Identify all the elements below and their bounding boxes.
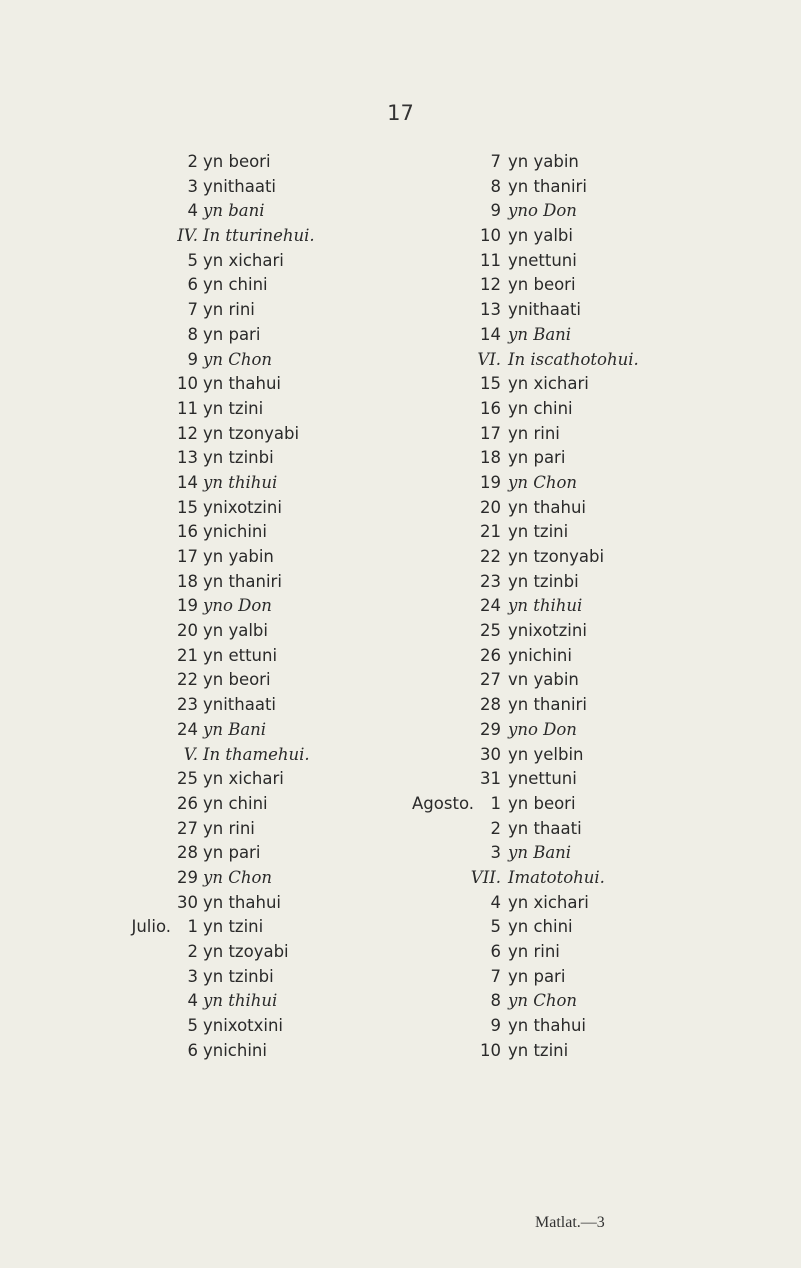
day-number: 12 (177, 423, 198, 443)
calendar-row (410, 965, 750, 990)
calendar-row (410, 1039, 750, 1064)
calendar-row (130, 940, 380, 965)
day-name: yn pari (508, 966, 566, 986)
day-number: 20 (480, 497, 501, 517)
calendar-row (410, 323, 750, 348)
day-name: yn yalbi (508, 226, 573, 246)
page-number: 17 (387, 101, 414, 125)
calendar-row (130, 866, 380, 891)
calendar-row (130, 397, 380, 422)
day-name: yn tzonyabi (508, 547, 605, 566)
calendar-row (410, 298, 750, 323)
calendar-row (130, 965, 380, 990)
day-name: yn pari (508, 448, 566, 468)
calendar-row (130, 249, 380, 274)
day-number: 22 (480, 547, 501, 566)
day-number: 23 (177, 695, 198, 715)
calendar-row (130, 199, 380, 224)
day-number: 8 (490, 176, 501, 196)
day-name: yn chini (508, 917, 573, 937)
calendar-row (410, 496, 750, 521)
calendar-row (410, 545, 750, 570)
day-name: yn rini (508, 942, 560, 961)
day-name: yno Don (508, 719, 577, 739)
day-number: 28 (480, 695, 501, 715)
day-name: yn thihui (203, 472, 278, 492)
day-name: yn thaniri (203, 571, 282, 591)
day-number: 15 (480, 374, 501, 394)
calendar-row (130, 989, 380, 1014)
calendar-row (130, 915, 380, 940)
left-column (130, 150, 380, 1063)
day-name: yno Don (203, 596, 272, 616)
day-number: 15 (177, 497, 198, 517)
calendar-row (410, 471, 750, 496)
day-number: 31 (480, 769, 501, 789)
day-number: 7 (490, 966, 501, 986)
day-number: VII. (470, 867, 501, 887)
day-name: yn yalbi (203, 621, 268, 641)
calendar-row (130, 446, 380, 471)
day-number: 17 (177, 547, 198, 566)
day-name: yn tzini (203, 398, 264, 418)
calendar-row (130, 422, 380, 447)
day-name: yn Chon (203, 867, 273, 887)
day-name: yn rini (203, 300, 255, 320)
day-number: 30 (177, 892, 198, 912)
day-name: yn yelbin (508, 744, 584, 764)
day-name: ynichini (508, 645, 572, 665)
calendar-row (130, 273, 380, 298)
calendar-row (410, 718, 750, 743)
day-number: 6 (187, 275, 198, 295)
calendar-row (410, 619, 750, 644)
calendar-row (130, 175, 380, 200)
day-number: 18 (177, 571, 198, 591)
day-name: yn xichari (203, 250, 284, 270)
day-number: V. (183, 744, 198, 764)
day-number: 14 (480, 324, 501, 344)
calendar-row (130, 792, 380, 817)
calendar-row (130, 767, 380, 792)
calendar-row (410, 594, 750, 619)
day-number: 10 (480, 1040, 501, 1060)
day-name: yn tzini (203, 917, 264, 937)
day-name: ynichini (203, 522, 267, 542)
day-number: 4 (187, 991, 198, 1011)
calendar-row (410, 150, 750, 175)
calendar-row (410, 249, 750, 274)
calendar-row (410, 1014, 750, 1039)
day-name: yn thaniri (508, 695, 587, 715)
calendar-row (130, 471, 380, 496)
day-number: 29 (480, 719, 501, 739)
day-name: yn tzinbi (203, 966, 274, 986)
day-number: 6 (187, 1040, 198, 1060)
day-number: 18 (480, 448, 501, 468)
day-number: 10 (480, 226, 501, 246)
day-name: yn yabin (508, 152, 579, 171)
day-number: 5 (490, 917, 501, 937)
month-label: Julio. (131, 917, 171, 937)
day-number: 26 (177, 793, 198, 813)
day-number: 29 (177, 867, 198, 887)
day-number: 16 (177, 522, 198, 542)
day-number: 9 (490, 1016, 501, 1036)
section-heading-row (410, 866, 750, 891)
day-name: ynettuni (508, 250, 577, 270)
calendar-row (130, 298, 380, 323)
day-name: yn rini (203, 818, 255, 838)
day-name: yn pari (203, 324, 261, 344)
day-number: 30 (480, 744, 501, 764)
day-name: yn tzoyabi (203, 942, 289, 961)
section-heading-row (410, 348, 750, 373)
day-number: 5 (187, 1016, 198, 1036)
day-number: 7 (490, 152, 501, 171)
day-name: In thamehui. (203, 744, 310, 764)
calendar-row (130, 693, 380, 718)
day-number: 24 (480, 596, 501, 616)
calendar-row (410, 199, 750, 224)
day-number: 4 (187, 201, 198, 221)
calendar-row (410, 841, 750, 866)
day-number: 12 (480, 275, 501, 295)
day-number: 24 (177, 719, 198, 739)
day-number: 3 (490, 843, 501, 863)
day-name: yn xichari (203, 769, 284, 789)
day-number: 28 (177, 843, 198, 863)
day-name: In tturinehui. (203, 226, 315, 246)
day-number: 20 (177, 621, 198, 641)
day-name: yn xichari (508, 892, 589, 912)
day-number: 26 (480, 645, 501, 665)
day-name: yn Bani (508, 843, 572, 863)
signature-mark: Matlat.—3 (535, 1214, 605, 1231)
day-name: yn thahui (508, 497, 587, 517)
calendar-row (130, 1014, 380, 1039)
calendar-row (410, 273, 750, 298)
day-name: yn thihui (508, 596, 583, 616)
day-number: 11 (480, 250, 501, 270)
day-name: yn tzini (508, 522, 569, 542)
month-label: Agosto. (412, 793, 474, 813)
day-name: ynichini (203, 1040, 267, 1060)
day-name: yn thihui (203, 991, 278, 1011)
day-number: 9 (490, 201, 501, 221)
day-number: 2 (187, 152, 198, 171)
calendar-row (130, 891, 380, 916)
day-number: VI. (477, 349, 501, 369)
day-number: 2 (187, 942, 198, 961)
calendar-row (410, 570, 750, 595)
day-name: yn tzinbi (508, 571, 579, 591)
calendar-row (410, 891, 750, 916)
day-name: ynithaati (203, 176, 277, 196)
calendar-row (130, 323, 380, 348)
calendar-row (410, 743, 750, 768)
day-name: ynithaati (508, 300, 582, 320)
calendar-row (410, 940, 750, 965)
day-number: 25 (177, 769, 198, 789)
day-number: 3 (187, 966, 198, 986)
day-name: ynettuni (508, 769, 577, 789)
day-name: ynixotzini (203, 497, 282, 517)
day-name: yno Don (508, 201, 577, 221)
day-number: 22 (177, 670, 198, 690)
day-name: yn Chon (203, 349, 273, 369)
calendar-row (410, 520, 750, 545)
day-name: yn tzinbi (203, 448, 274, 468)
day-name: yn beori (203, 670, 271, 690)
calendar-row (410, 422, 750, 447)
day-name: yn chini (203, 793, 268, 813)
day-number: 13 (177, 448, 198, 468)
calendar-row (410, 397, 750, 422)
day-name: yn yabin (203, 547, 274, 566)
calendar-row (130, 718, 380, 743)
calendar-row (410, 372, 750, 397)
day-number: 19 (480, 472, 501, 492)
calendar-row (130, 619, 380, 644)
day-number: 21 (177, 645, 198, 665)
calendar-row (410, 446, 750, 471)
calendar-row (410, 792, 750, 817)
day-name: yn beori (203, 152, 271, 171)
day-name: In iscathotohui. (508, 349, 639, 369)
day-name: yn Bani (508, 324, 572, 344)
calendar-row (410, 175, 750, 200)
calendar-row (410, 989, 750, 1014)
day-name: yn tzonyabi (203, 423, 300, 443)
day-number: 13 (480, 300, 501, 320)
calendar-row (130, 841, 380, 866)
calendar-row (410, 224, 750, 249)
day-number: 5 (187, 250, 198, 270)
day-number: 14 (177, 472, 198, 492)
day-number: IV. (177, 226, 198, 246)
day-name: yn bani (203, 201, 265, 221)
day-name: Imatotohui. (508, 867, 605, 887)
day-number: 8 (187, 324, 198, 344)
day-name: yn thahui (508, 1016, 587, 1036)
day-number: 17 (480, 423, 501, 443)
day-name: yn pari (203, 843, 261, 863)
calendar-row (410, 644, 750, 669)
day-name: yn beori (508, 275, 576, 295)
day-number: 3 (187, 176, 198, 196)
day-name: ynixotxini (203, 1016, 284, 1036)
day-name: ynixotzini (508, 621, 587, 641)
day-name: yn thahui (203, 374, 282, 394)
calendar-row (130, 817, 380, 842)
day-number: 23 (480, 571, 501, 591)
day-name: vn yabin (508, 670, 579, 690)
day-name: yn thaniri (508, 176, 587, 196)
section-heading-row (130, 743, 380, 768)
day-number: 19 (177, 596, 198, 616)
calendar-row (130, 1039, 380, 1064)
day-number: 2 (490, 818, 501, 838)
day-name: yn chini (508, 398, 573, 418)
day-name: yn thahui (203, 892, 282, 912)
day-number: 27 (480, 670, 501, 690)
calendar-row (410, 915, 750, 940)
day-name: yn chini (203, 275, 268, 295)
day-name: yn Bani (203, 719, 267, 739)
day-name: yn ettuni (203, 645, 278, 665)
right-column (410, 150, 750, 1063)
calendar-row (410, 693, 750, 718)
day-number: 27 (177, 818, 198, 838)
calendar-row (130, 520, 380, 545)
day-number: 6 (490, 942, 501, 961)
calendar-row (410, 817, 750, 842)
day-name: yn tzini (508, 1040, 569, 1060)
calendar-row (130, 594, 380, 619)
day-name: yn rini (508, 423, 560, 443)
day-number: 16 (480, 398, 501, 418)
day-number: 1 (187, 917, 198, 937)
day-number: 4 (490, 892, 501, 912)
day-name: yn beori (508, 793, 576, 813)
day-name: yn xichari (508, 374, 589, 394)
day-number: 21 (480, 522, 501, 542)
day-number: 8 (490, 991, 501, 1011)
calendar-row (130, 150, 380, 175)
calendar-row (130, 496, 380, 521)
calendar-row (410, 668, 750, 693)
calendar-row (130, 570, 380, 595)
calendar-row (130, 372, 380, 397)
calendar-row (130, 348, 380, 373)
calendar-row (130, 668, 380, 693)
day-name: yn Chon (508, 991, 578, 1011)
day-number: 7 (187, 300, 198, 320)
calendar-row (130, 644, 380, 669)
day-number: 10 (177, 374, 198, 394)
day-number: 25 (480, 621, 501, 641)
day-number: 11 (177, 398, 198, 418)
day-number: 9 (187, 349, 198, 369)
day-name: yn Chon (508, 472, 578, 492)
day-number: 1 (490, 793, 501, 813)
calendar-row (130, 545, 380, 570)
calendar-row (410, 767, 750, 792)
section-heading-row (130, 224, 380, 249)
day-name: ynithaati (203, 695, 277, 715)
day-name: yn thaati (508, 818, 582, 838)
